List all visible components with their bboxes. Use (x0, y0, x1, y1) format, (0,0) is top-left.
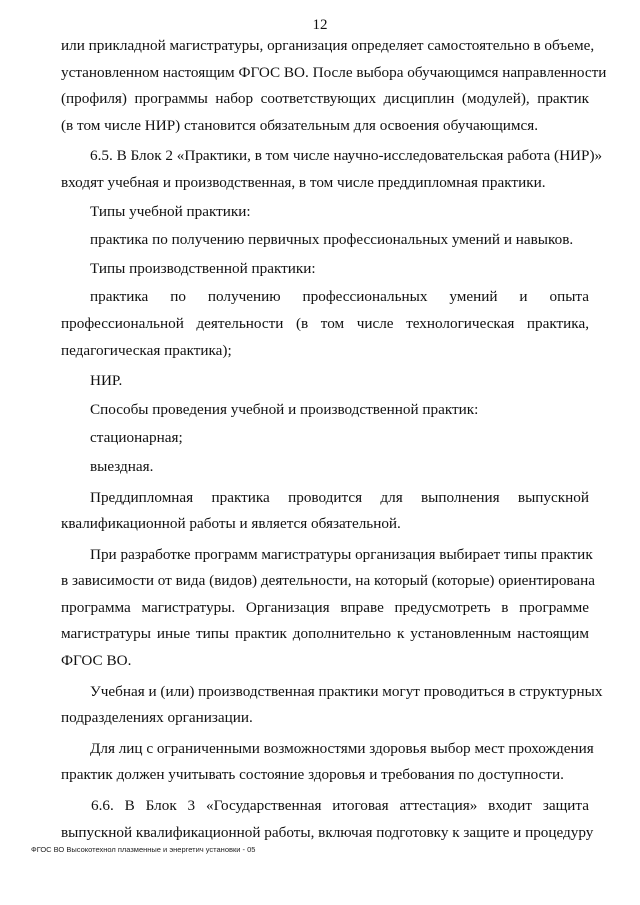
footer-text: ФГОС ВО Высокотехнол плазменные и энергетич установки - 05 (31, 845, 256, 854)
text-line: Типы учебной практики: (90, 202, 251, 220)
text-line: практика по получению профессиональных умений и опыта (90, 288, 589, 306)
text-line: ФГОС ВО. (61, 652, 132, 670)
text-line: подразделениях организации. (61, 709, 253, 727)
text-line: выпускной квалификационной работы, включая подготовку к защите и процедуру (61, 823, 594, 841)
page-number: 12 (312, 17, 328, 33)
text-line: входят учебная и производственная, в том числе преддипломная практики. (61, 173, 546, 191)
text-line: 6.6. В Блок 3 «Государственная итоговая аттестация» входит защита (91, 797, 589, 815)
text-line: стационарная; (90, 429, 183, 447)
text-line: квалификационной работы и является обязательной. (61, 515, 401, 533)
text-line: магистратуры иные типы практик дополнительно к установленным настоящим (61, 625, 589, 643)
text-line: педагогическая практика); (61, 341, 232, 359)
text-line: в зависимости от вида (видов) деятельности, на который (которые) ориентирована (61, 572, 596, 590)
document-body (61, 33, 607, 846)
text-line: Способы проведения учебной и производственной практик: (90, 400, 479, 418)
text-line: практика по получению первичных профессиональных умений и навыков. (90, 231, 574, 249)
text-line: Типы производственной практики: (90, 259, 316, 277)
text-line: (в том числе НИР) становится обязательным для освоения обучающимся. (61, 116, 539, 134)
text-line: практик должен учитывать состояние здоровья и требования по доступности. (61, 766, 564, 784)
text-line: (профиля) программы набор соответствующих дисциплин (модулей), практик (61, 90, 589, 108)
text-line: установленном настоящим ФГОС ВО. После выбора обучающимся направленности (61, 63, 607, 81)
text-line: НИР. (90, 372, 123, 390)
text-line: или прикладной магистратуры, организация определяет самостоятельно в объеме, (61, 37, 595, 54)
text-line: программа магистратуры. Организация вправе предусмотреть в программе (61, 598, 589, 616)
text-line: 6.5. В Блок 2 «Практики, в том числе научно-исследовательская работа (НИР)» (90, 147, 603, 165)
text-line: Преддипломная практика проводится для выполнения выпускной (90, 488, 589, 506)
text-line: При разработке программ магистратуры организация выбирает типы практик (90, 545, 593, 563)
text-line: выездная. (90, 457, 154, 475)
text-line: Учебная и (или) производственная практики могут проводиться в структурных (90, 682, 603, 700)
text-line: профессиональной деятельности (в том числе технологическая практика, (61, 314, 589, 332)
text-line: Для лиц с ограниченными возможностями здоровья выбор мест прохождения (90, 739, 594, 757)
